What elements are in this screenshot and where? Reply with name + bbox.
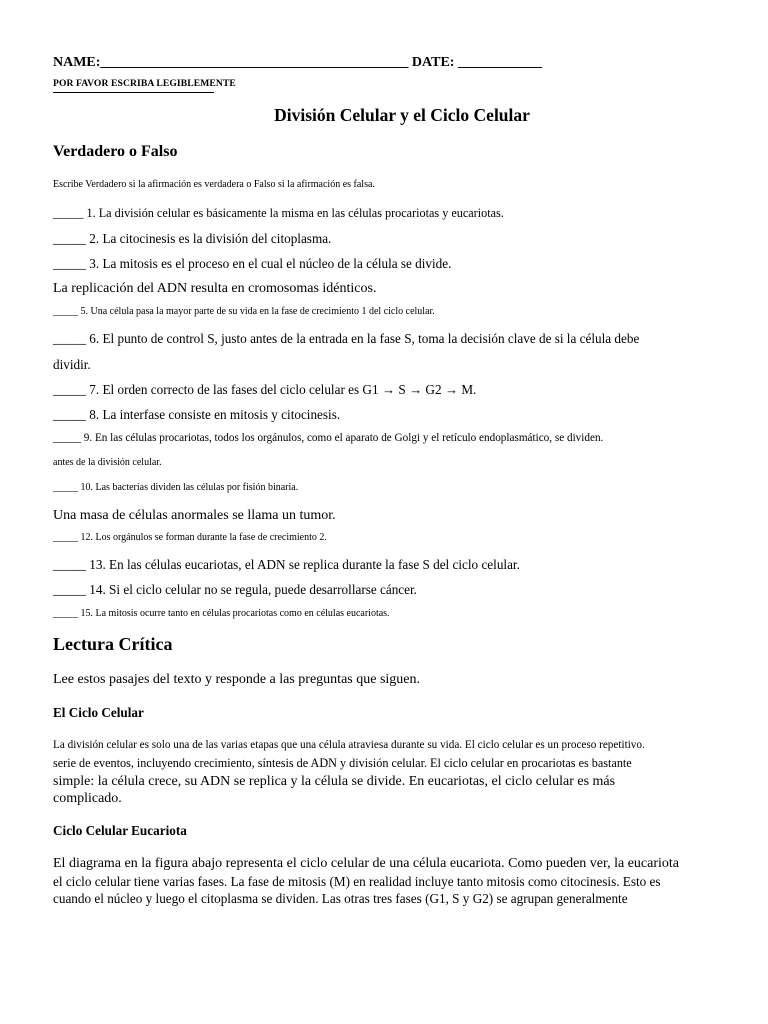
critical-reading-heading: Lectura Crítica (53, 634, 173, 654)
tf-item-6-continued: dividir. (53, 357, 91, 372)
please-write-legibly-note: POR FAVOR ESCRIBA LEGIBLEMENTE (53, 78, 236, 89)
tf-item-11: Una masa de células anormales se llama un tumor. (53, 508, 336, 523)
tf-item-9: _____ 9. En las células procariotas, todos los orgánulos, como el aparato de Golgi y el retículo endoplasmático, se dividen. (53, 432, 604, 444)
note-underline (53, 92, 214, 93)
tf-item-15: _____ 15. La mitosis ocurre tanto en células procariotas como en células eucariotas. (53, 608, 390, 619)
tf-item-3: _____ 3. La mitosis es el proceso en el cual el núcleo de la célula se divide. (53, 256, 452, 271)
eukaryotic-cycle-line-3: cuando el núcleo y luego el citoplasma se dividen. Las otras tres fases (G1, S y G2) se agrupan generalmente (53, 891, 628, 906)
cell-cycle-line-1: La división celular es solo una de las varias etapas que una célula atraviesa durante su vida. El ciclo celular es un proceso repetitivo. (53, 739, 645, 751)
eukaryotic-cycle-line-2: el ciclo celular tiene varias fases. La fase de mitosis (M) en realidad incluye tanto mitosis como citocinesis. Esto es (53, 874, 661, 889)
tf-item-8: _____ 8. La interfase consiste en mitosis y citocinesis. (53, 407, 341, 422)
page-title: División Celular y el Ciclo Celular (274, 105, 530, 125)
name-date-line: NAME:____________________________________________ DATE: ____________ (53, 55, 542, 70)
cell-cycle-line-4: complicado. (53, 791, 122, 806)
cell-cycle-heading: El Ciclo Celular (53, 705, 144, 720)
tf-item-14: _____ 14. Si el ciclo celular no se regula, puede desarrollarse cáncer. (53, 582, 417, 597)
tf-item-6: _____ 6. El punto de control S, justo antes de la entrada en la fase S, toma la decisión clave de si la célula debe (53, 331, 640, 346)
tf-item-5: _____ 5. Una célula pasa la mayor parte de su vida en la fase de crecimiento 1 del ciclo celular. (53, 306, 435, 317)
eukaryotic-cycle-line-1: El diagrama en la figura abajo representa el ciclo celular de una célula eucariota. Como pueden ver, la eucariota (53, 856, 680, 871)
true-false-instructions: Escribe Verdadero si la afirmación es verdadera o Falso si la afirmación es falsa. (53, 179, 375, 190)
tf-item-4: La replicación del ADN resulta en cromosomas idénticos. (53, 281, 377, 296)
tf-item-7: _____ 7. El orden correcto de las fases del ciclo celular es G1 → S → G2 → M. (53, 382, 477, 397)
cell-cycle-line-2: serie de eventos, incluyendo crecimiento, síntesis de ADN y división celular. El ciclo celular en procariotas es bastante (53, 756, 632, 770)
tf-item-10: _____ 10. Las bacterias dividen las células por fisión binaria. (53, 482, 299, 493)
tf-item-13: _____ 13. En las células eucariotas, el ADN se replica durante la fase S del ciclo celular. (53, 557, 520, 572)
true-false-heading: Verdadero o Falso (53, 143, 178, 160)
tf-item-12: _____ 12. Los orgánulos se forman durante la fase de crecimiento 2. (53, 532, 327, 543)
eukaryotic-cycle-heading: Ciclo Celular Eucariota (53, 823, 187, 838)
tf-item-1: _____ 1. La división celular es básicamente la misma en las células procariotas y eucariotas. (53, 206, 504, 220)
tf-item-2: _____ 2. La citocinesis es la división del citoplasma. (53, 231, 332, 246)
cell-cycle-line-3: simple: la célula crece, su ADN se replica y la célula se divide. En eucariotas, el ciclo celular es más (53, 774, 616, 789)
critical-reading-intro: Lee estos pasajes del texto y responde a las preguntas que siguen. (53, 672, 421, 687)
tf-item-9-continued: antes de la división celular. (53, 457, 162, 468)
